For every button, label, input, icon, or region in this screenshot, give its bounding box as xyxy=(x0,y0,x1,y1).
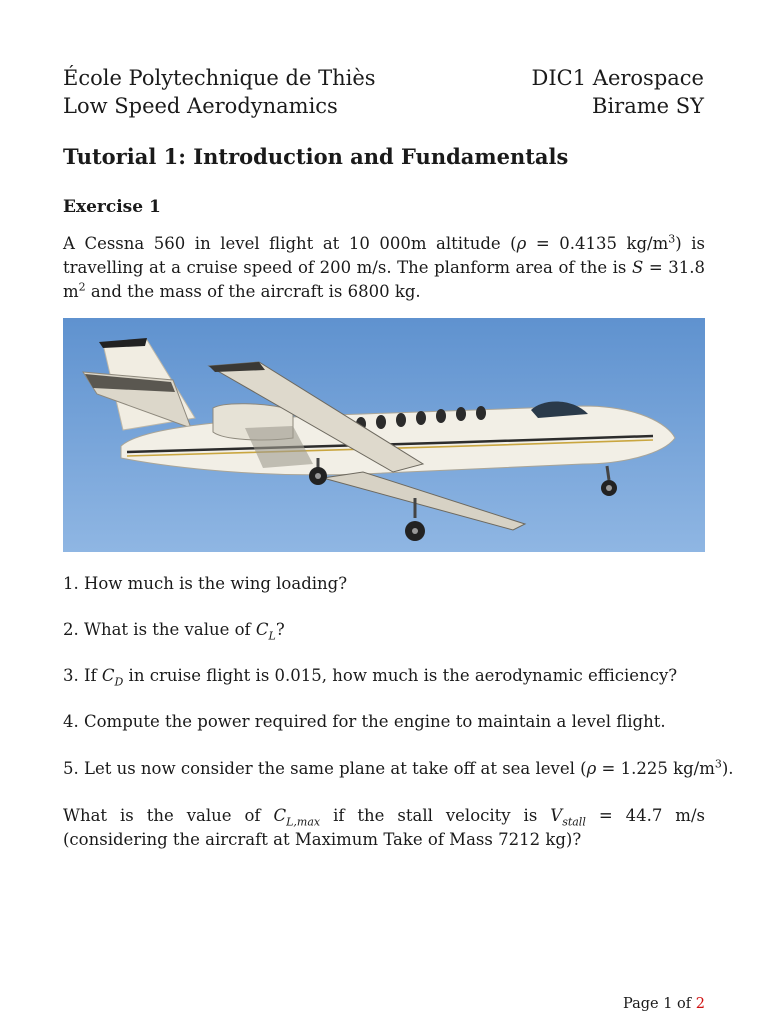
page-number: Page 1 of 2 xyxy=(623,996,705,1012)
page-title: Tutorial 1: Introduction and Fundamentals xyxy=(63,144,569,169)
header-right xyxy=(532,64,704,120)
program-name: DIC1 Aerospace xyxy=(531,66,704,90)
question-5: 5. Let us now consider the same plane at take off at sea level (ρ = 1.225 $kg/m^3$). xyxy=(63,757,734,778)
intro-paragraph: A Cessna 560 in level flight at 10 000m altitude (ρ = 0.4135 $kg/m^3$) is travelling at a cruise speed of 200 m/s. The planform area of the is S = 31.8 $m^2$ and the mass of the aircraft is 6800 kg. xyxy=(63,232,705,301)
course-name: Low Speed Aerodynamics xyxy=(63,94,338,118)
header-left xyxy=(63,64,376,120)
final-question: What is the value of $C_{L,max}$ if the stall velocity is $V_{stall} = 44.7$ m/s (considering the aircraft at Maximum Take of Mass 7212 kg)? xyxy=(63,806,705,849)
question-2: 2. What is the value of $C_L$? xyxy=(63,620,285,643)
school-name: École Polytechnique de Thiès xyxy=(63,66,376,90)
question-1: 1. How much is the wing loading? xyxy=(63,574,348,593)
author-name: Birame SY xyxy=(592,94,704,118)
exercise-title: Exercise 1 xyxy=(63,197,161,217)
question-4: 4. Compute the power required for the engine to maintain a level flight. xyxy=(63,712,666,731)
aircraft-photo xyxy=(63,318,705,552)
question-3: 3. If $C_D$ in cruise flight is 0.015, how much is the aerodynamic efficiency? xyxy=(63,666,678,689)
total-pages-link[interactable]: 2 xyxy=(695,996,705,1012)
